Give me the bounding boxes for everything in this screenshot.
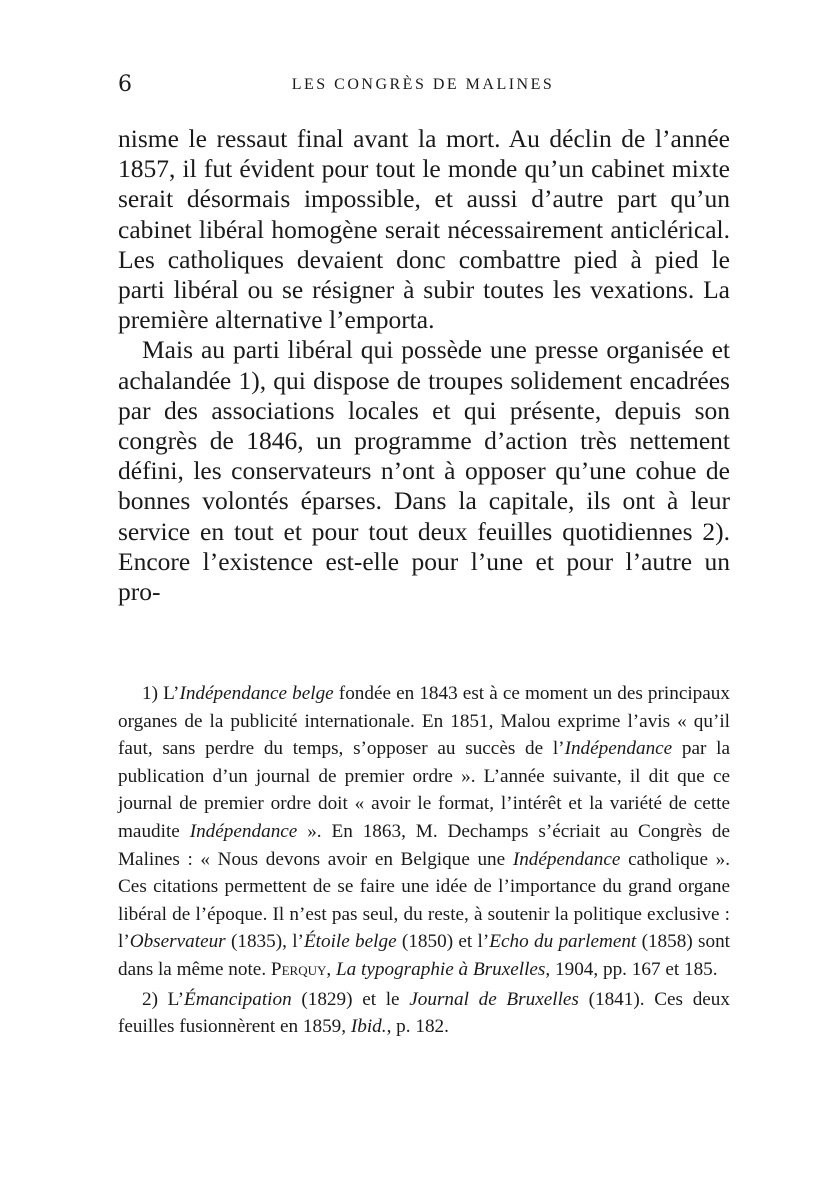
paragraph-1: nisme le ressaut final avant la mort. Au déclin de l’année 1857, il fut évident pour tout le monde qu’un cabinet mixte serait désormais impossible, et aussi d’autre part qu’un cabinet libéral homogène serait nécessairement anticlérical. Les catholiques devaient donc combattre pied à pied le parti libéral ou se résigner à subir toutes les vexations. La première alternative l’emporta. (118, 124, 730, 335)
footnote-2: 2) L’Émancipation (1829) et le Journal de Bruxelles (1841). Ces deux feuilles fusionnèrent en 1859, Ibid., p. 182. (118, 988, 730, 1038)
footnotes (118, 680, 730, 1041)
page-number: 6 (118, 72, 132, 97)
paragraph-2: Mais au parti libéral qui possède une presse organisée et achalandée 1), qui dispose de troupes solidement encadrées par des associations locales et qui présente, depuis son congrès de 1846, un programme d’action très nettement défini, les conservateurs n’ont à opposer qu’une cohue de bonnes volontés éparses. Dans la capitale, ils ont à leur service en tout et pour tout deux feuilles quotidiennes 2). Encore l’existence est-elle pour l’une et pour l’autre un pro- (118, 335, 730, 607)
main-text (118, 124, 730, 607)
footnote-1: 1) L’Indépendance belge fondée en 1843 est à ce moment un des principaux organes de la publicité internationale. En 1851, Malou exprime l’avis « qu’il faut, sans perdre du temps, s’opposer au succès de l’Indépendance par la publication d’un journal de premier ordre ». L’année suivante, il dit que ce journal de premier ordre doit « avoir le format, l’intérêt et la variété de cette maudite Indépendance ». En 1863, M. Dechamps s’écriait au Congrès de Malines : « Nous devons avoir en Belgique une Indépendance catholique ». Ces citations permettent de se faire une idée de l’importance du grand organe libéral de l’époque. Il n’est pas seul, du reste, à soutenir la politique exclusive : l’Observateur (1835), l’Étoile belge (1850) et l’Echo du parlement (1858) sont dans la même note. Perquy, La typographie à Bruxelles, 1904, pp. 167 et 185. (118, 683, 731, 980)
page-header (118, 72, 728, 102)
running-title: LES CONGRÈS DE MALINES (291, 76, 555, 93)
